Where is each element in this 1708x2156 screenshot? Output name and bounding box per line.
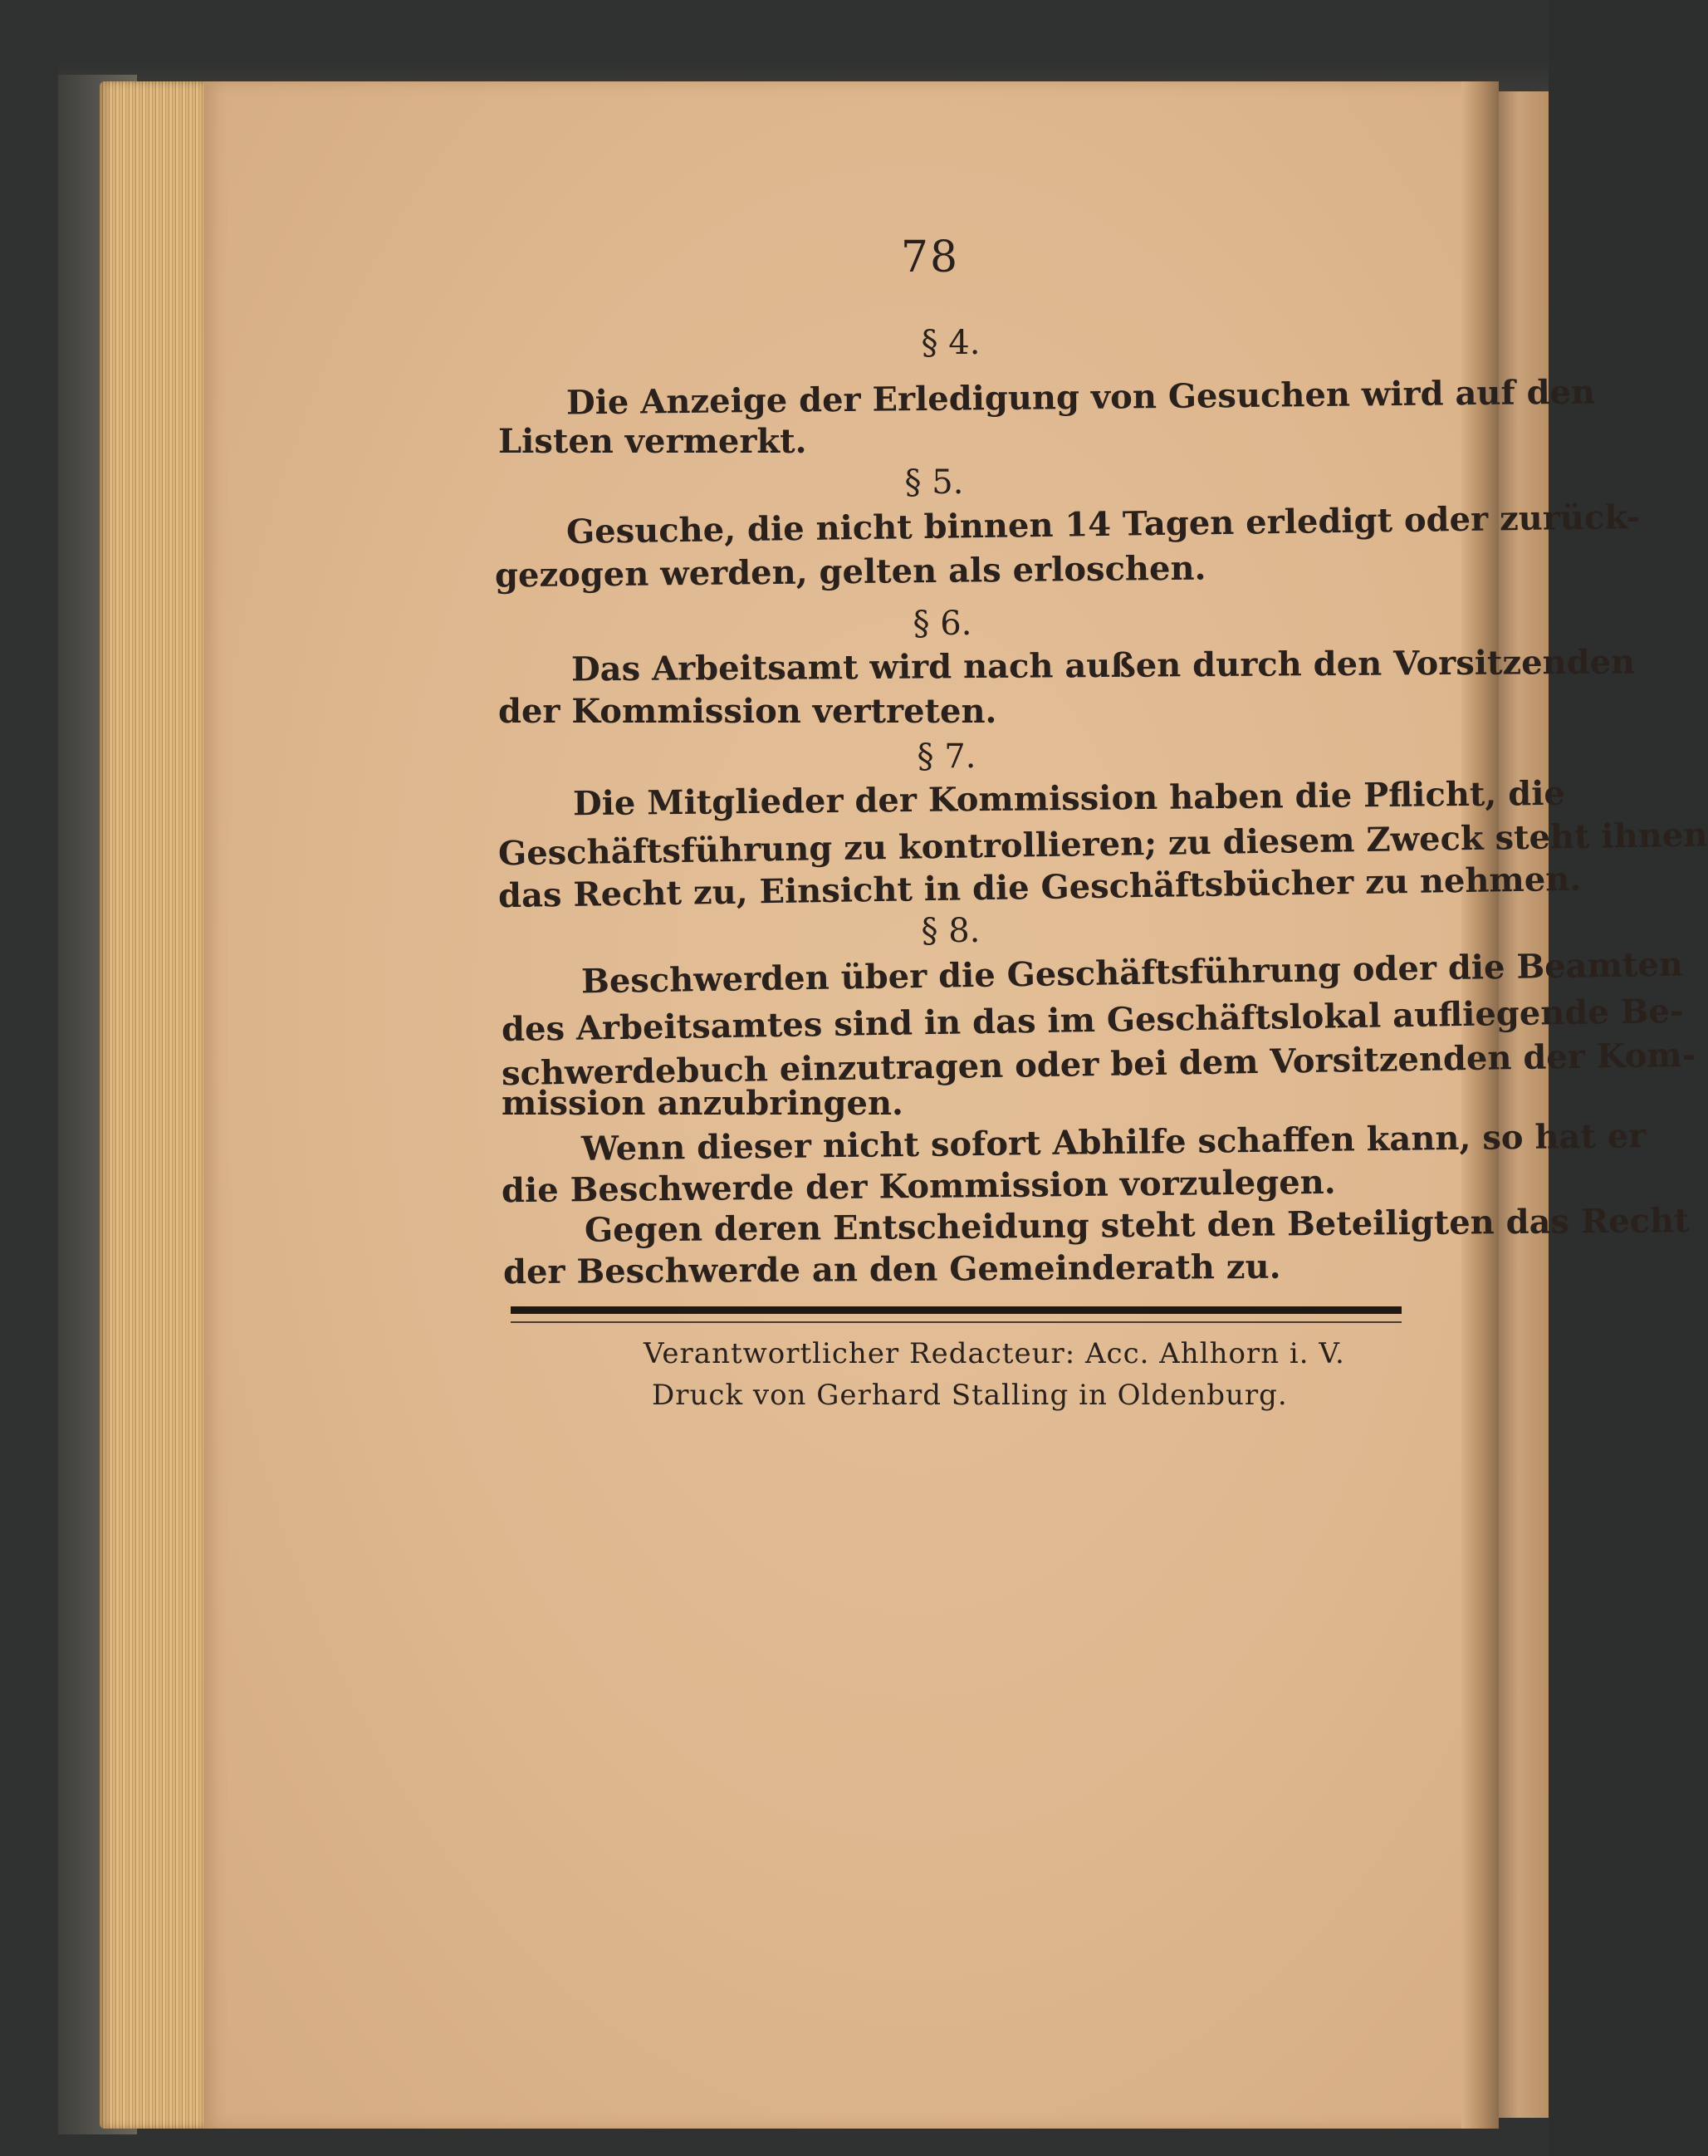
text-line: Listen vermerkt.: [498, 422, 807, 461]
section-heading-4: § 4.: [921, 324, 981, 362]
text-line: des Arbeitsamtes sind in das im Geschäftslokal aufliegende Be-: [501, 991, 1684, 1050]
text-line: Gegen deren Entscheidung steht den Beteiligten das Recht: [584, 1201, 1690, 1250]
text-line: Geschäftsführung zu kontrollieren; zu diesem Zweck steht ihnen: [497, 815, 1708, 874]
text-line: Die Mitglieder der Kommission haben die Pflicht, die: [572, 773, 1566, 824]
section-heading-8: § 8.: [921, 912, 981, 950]
page-number: 78: [900, 233, 960, 282]
text-line: mission anzubringen.: [502, 1084, 903, 1123]
text-line: der Beschwerde an den Gemeinderath zu.: [502, 1247, 1281, 1292]
text-line: die Beschwerde der Kommission vorzulegen.: [501, 1162, 1336, 1211]
section-heading-7: § 7.: [917, 737, 976, 776]
text-line: gezogen werden, gelten als erloschen.: [494, 548, 1206, 595]
text-line: Gesuche, die nicht binnen 14 Tagen erledigt oder zurück-: [565, 497, 1641, 552]
text-line: Beschwerden über die Geschäftsführung oder die Beamten: [580, 944, 1684, 1002]
footer-rule-thick: [511, 1306, 1402, 1314]
footer-rule-thin: [511, 1321, 1402, 1323]
text-line: Die Anzeige der Erledigung von Gesuchen wird auf den: [565, 372, 1596, 423]
text-line: der Kommission vertreten.: [498, 692, 997, 731]
text-line: das Recht zu, Einsicht in die Geschäftsbücher zu nehmen.: [497, 859, 1582, 916]
section-heading-6: § 6.: [913, 605, 972, 643]
text-line: Das Arbeitsamt wird nach außen durch den Vorsitzenden: [570, 642, 1636, 689]
imprint-editor: Verantwortlicher Redacteur: Acc. Ahlhorn i. V.: [644, 1337, 1345, 1370]
text-line: Wenn dieser nicht sofort Abhilfe schaffen kann, so hat er: [580, 1116, 1647, 1169]
section-heading-5: § 5.: [904, 463, 964, 502]
text-line: schwerdebuch einzutragen oder bei dem Vorsitzenden der Kom-: [501, 1035, 1696, 1094]
imprint-printer: Druck von Gerhard Stalling in Oldenburg.: [652, 1379, 1288, 1412]
